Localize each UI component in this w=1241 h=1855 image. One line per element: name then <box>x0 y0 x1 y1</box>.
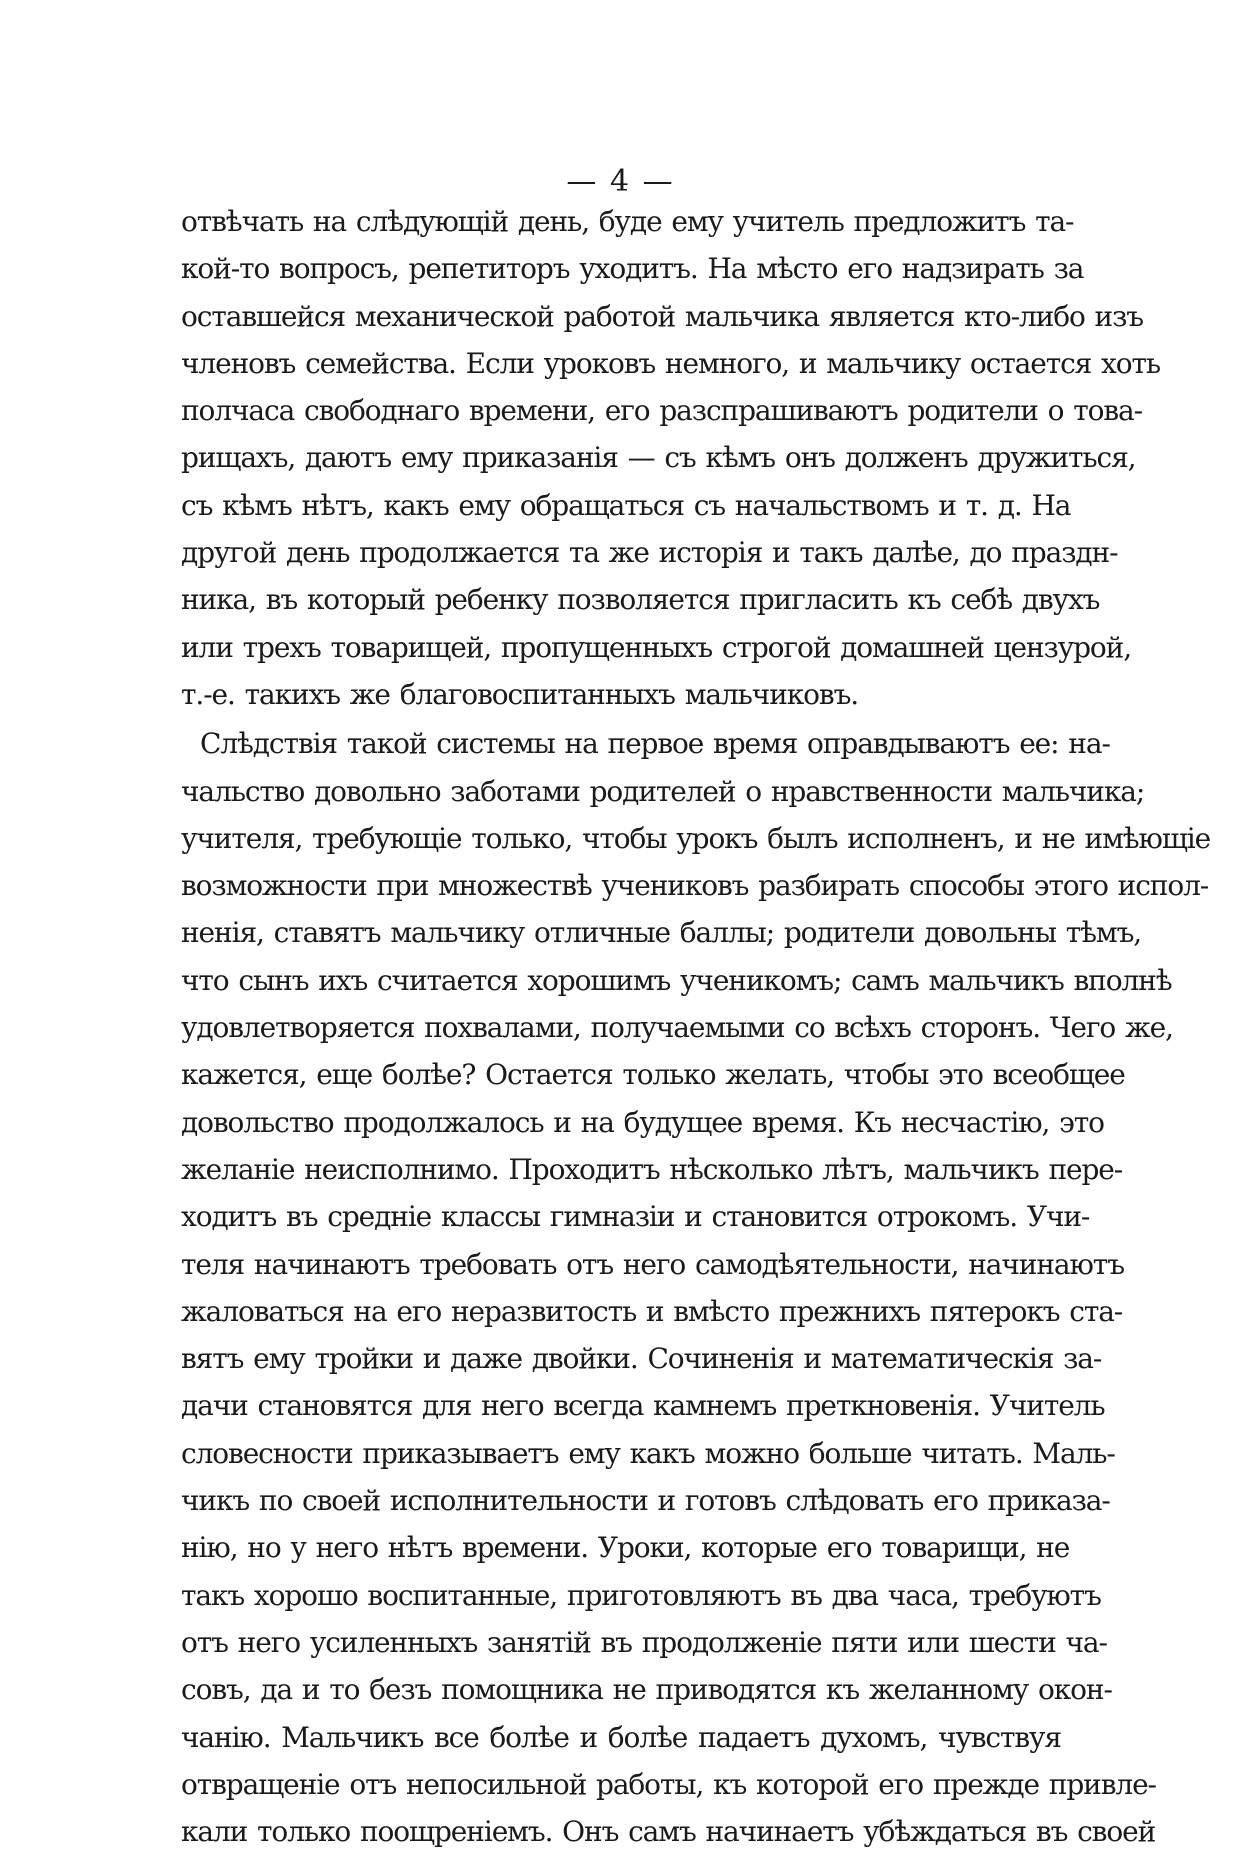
text-line: удовлетворяется похвалами, получаемыми со всѣхъ сторонъ. Чего же, <box>181 1011 1173 1045</box>
text-line: нію, но у него нѣтъ времени. Уроки, которые его товарищи, не <box>181 1531 1070 1565</box>
text-line: Слѣдствія такой системы на первое время оправдываютъ ее: на- <box>200 727 1110 761</box>
text-line: кали только поощреніемъ. Онъ самъ начинаетъ убѣждаться въ своей <box>181 1815 1156 1849</box>
text-line: возможности при множествѣ учениковъ разбирать способы этого испол- <box>181 869 1209 903</box>
text-line: отъ него усиленныхъ занятій въ продолженіе пяти или шести ча- <box>181 1625 1107 1659</box>
text-line: рищахъ, даютъ ему приказанія — съ кѣмъ онъ долженъ дружиться, <box>181 441 1136 475</box>
text-line: кой-то вопросъ, репетиторъ уходитъ. На мѣсто его надзирать за <box>181 252 1084 286</box>
text-line: жаловаться на его неразвитость и вмѣсто прежнихъ пятерокъ ста- <box>181 1294 1123 1328</box>
text-line: отвѣчать на слѣдующій день, буде ему учитель предложитъ та- <box>181 205 1074 238</box>
text-line: словесности приказываетъ ему какъ можно больше читать. Маль- <box>181 1436 1115 1470</box>
text-line: полчаса свободнаго времени, его разспрашиваютъ родители о това- <box>181 394 1142 428</box>
text-line: дачи становятся для него всегда камнемъ преткновенія. Учитель <box>181 1389 1105 1423</box>
text-line: довольство продолжалось и на будущее время. Къ несчастію, это <box>181 1105 1104 1139</box>
text-line: ходитъ въ средніе классы гимназіи и становится отрокомъ. Учи- <box>181 1200 1090 1234</box>
text-line: учителя, требующіе только, чтобы урокъ былъ исполненъ, и не имѣющіе <box>181 821 1211 855</box>
text-line: ненія, ставятъ мальчику отличные баллы; родители довольны тѣмъ, <box>181 916 1142 950</box>
text-line: кажется, еще болѣе? Остается только желать, чтобы это всеобщее <box>181 1058 1125 1092</box>
text-line: желаніе неисполнимо. Проходитъ нѣсколько лѣтъ, мальчикъ пере- <box>181 1152 1123 1186</box>
text-line: такъ хорошо воспитанные, приготовляютъ въ два часа, требуютъ <box>181 1578 1101 1612</box>
text-line: что сынъ ихъ считается хорошимъ ученикомъ; самъ мальчикъ вполнѣ <box>181 963 1172 997</box>
text-line: съ кѣмъ нѣтъ, какъ ему обращаться съ начальствомъ и т. д. На <box>181 488 1071 522</box>
text-line: оставшейся механической работой мальчика является кто-либо изъ <box>181 299 1143 333</box>
text-line: чальство довольно заботами родителей о нравственности мальчика; <box>181 774 1145 808</box>
page-number: — 4 — <box>566 164 675 199</box>
text-line: вятъ ему тройки и даже двойки. Сочиненія и математическія за- <box>181 1342 1102 1376</box>
body-text <box>181 198 1211 1855</box>
paragraph <box>181 198 1161 718</box>
text-line: или трехъ товарищей, пропущенныхъ строгой домашней цензурой, <box>181 630 1132 664</box>
paragraph <box>181 720 1211 1855</box>
text-line: чанію. Мальчикъ все болѣе и болѣе падаетъ духомъ, чувствуя <box>181 1720 1061 1754</box>
text-line: ника, въ который ребенку позволяется пригласить къ себѣ двухъ <box>181 583 1100 617</box>
text-line: совъ, да и то безъ помощника не приводятся къ желанному окон- <box>181 1673 1112 1707</box>
text-line: членовъ семейства. Если уроковъ немного, и мальчику остается хоть <box>181 346 1161 380</box>
text-line: отвращеніе отъ непосильной работы, къ которой его прежде привле- <box>181 1767 1156 1801</box>
text-line: чикъ по своей исполнительности и готовъ слѣдовать его приказа- <box>181 1484 1110 1518</box>
text-line: другой день продолжается та же исторія и такъ далѣе, до праздн- <box>181 536 1118 570</box>
text-line: теля начинаютъ требовать отъ него самодѣятельности, начинаютъ <box>181 1247 1124 1281</box>
text-line: т.-е. такихъ же благовоспитанныхъ мальчиковъ. <box>181 677 859 711</box>
